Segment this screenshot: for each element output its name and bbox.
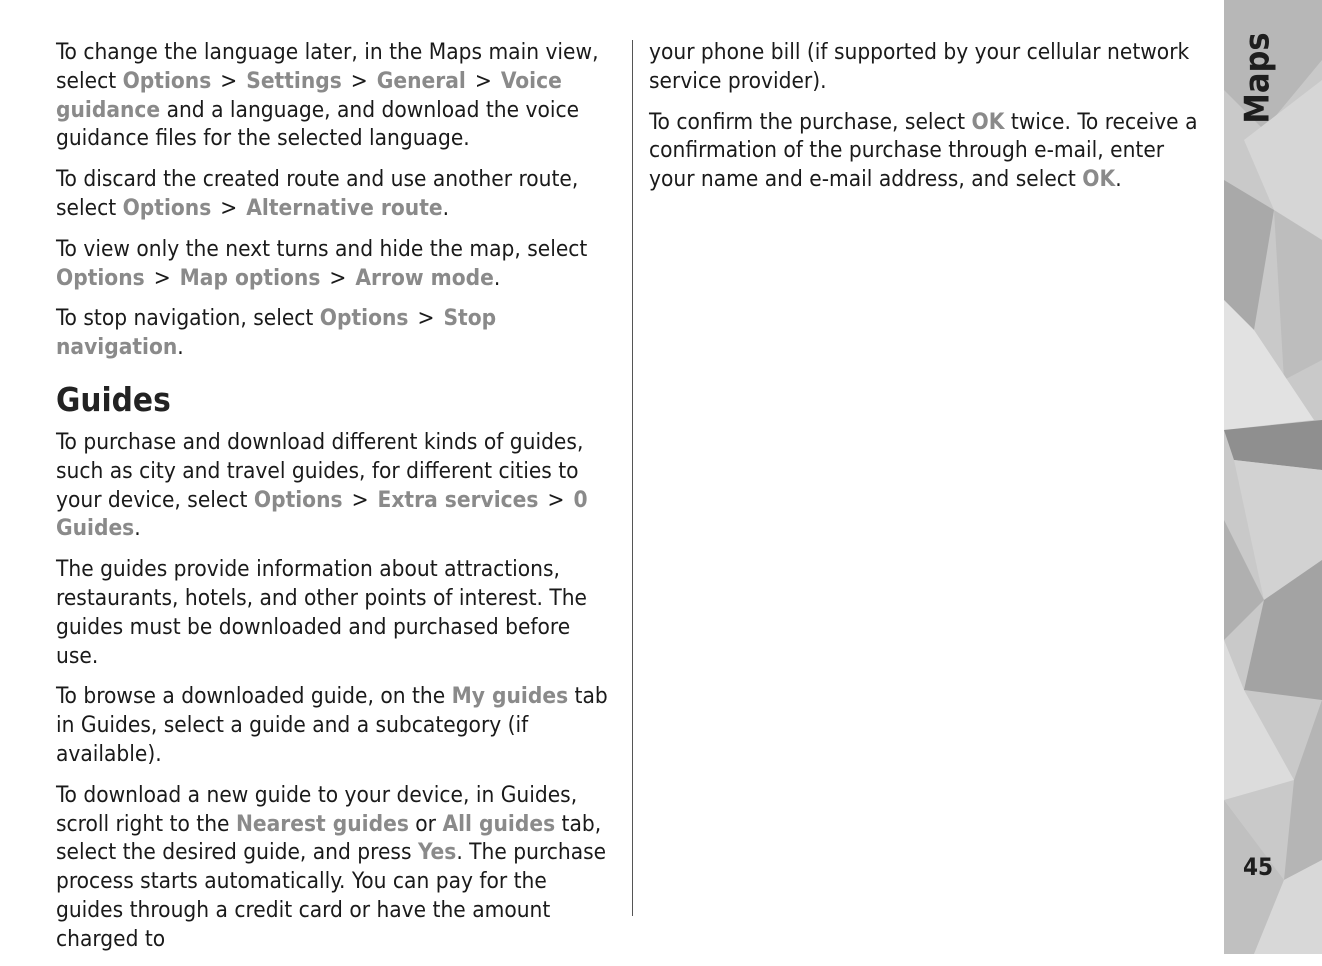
paragraph-phone-bill xyxy=(649,38,1211,96)
paragraph-browse-guide xyxy=(56,682,618,768)
menu-settings: Settings xyxy=(246,67,342,94)
decorative-shards-pattern xyxy=(1224,0,1322,954)
text: tab, select the desired guide, and press xyxy=(56,810,602,866)
menu-separator: > xyxy=(220,194,238,221)
menu-voice-guidance: Voice guidance xyxy=(56,67,562,123)
text: The guides provide information about attractions, restaurants, hotels, and other points of interest. The guides must be downloaded and purchased before use. xyxy=(56,556,588,669)
paragraph-download-guide xyxy=(56,781,618,954)
text: twice. To receive a confirmation of the purchase through e-mail, enter your name and e-mail address, and select xyxy=(649,108,1198,193)
text: . xyxy=(493,264,501,291)
paragraph-guides-info xyxy=(56,555,618,670)
menu-option: Options xyxy=(122,67,212,94)
text: To discard the created route and use another route, select xyxy=(56,166,579,221)
text: tab in Guides, select a guide and a subcategory (if available). xyxy=(56,683,608,767)
menu-alternative-route: Alternative route xyxy=(246,194,443,221)
menu-separator: > xyxy=(329,264,347,291)
tab-all-guides: All guides xyxy=(442,810,556,837)
paragraph-stop-navigation xyxy=(56,304,618,362)
section-heading-guides: Guides xyxy=(56,379,171,419)
text: . xyxy=(1115,166,1122,193)
menu-extra-services: Extra services xyxy=(377,486,539,513)
tab-my-guides: My guides xyxy=(451,683,569,710)
option-ok: OK xyxy=(1082,166,1116,193)
right-column xyxy=(649,38,1211,206)
text: . xyxy=(442,194,450,221)
menu-general: General xyxy=(376,67,466,94)
paragraph-alternative-route xyxy=(56,165,618,223)
chapter-sidebar xyxy=(1224,0,1322,954)
left-column xyxy=(56,38,618,966)
text: or xyxy=(408,810,443,837)
option-ok: OK xyxy=(971,108,1005,135)
column-divider xyxy=(632,40,633,916)
option-yes: Yes xyxy=(417,839,457,866)
menu-guides: 0 Guides xyxy=(56,486,588,542)
menu-option: Options xyxy=(253,486,343,513)
menu-separator: > xyxy=(350,67,368,94)
menu-option: Options xyxy=(319,305,409,332)
text: . The purchase process starts automatically. You can pay for the guides through a credit card or have the amount charged to xyxy=(56,839,607,952)
menu-stop-navigation: Stop navigation xyxy=(56,305,497,361)
page-number: 45 xyxy=(1243,853,1274,881)
text: your phone bill (if supported by your cellular network service provider). xyxy=(649,39,1190,94)
paragraph-arrow-mode xyxy=(56,235,618,293)
text: To purchase and download different kinds of guides, such as city and travel guides, for different cities to your device, select xyxy=(56,428,584,513)
section-title-text: Maps xyxy=(1238,32,1279,124)
paragraph-purchase-guides xyxy=(56,428,618,543)
paragraph-change-language xyxy=(56,38,618,153)
text: To change the language later, in the Maps main view, select xyxy=(56,39,599,94)
paragraph-confirm-purchase xyxy=(649,108,1211,194)
menu-option: Options xyxy=(56,264,145,291)
menu-separator: > xyxy=(547,486,565,513)
section-title-vertical xyxy=(1238,28,1278,128)
menu-separator: > xyxy=(351,486,369,513)
text: . xyxy=(177,334,184,361)
text: To download a new guide to your device, in Guides, scroll right to the xyxy=(56,781,578,837)
text: . xyxy=(134,515,141,542)
menu-map-options: Map options xyxy=(179,264,321,291)
menu-separator: > xyxy=(417,305,435,332)
menu-option: Options xyxy=(122,194,212,221)
menu-separator: > xyxy=(220,67,238,94)
menu-arrow-mode: Arrow mode xyxy=(355,264,494,291)
text: To browse a downloaded guide, on the xyxy=(56,683,452,710)
text: To stop navigation, select xyxy=(56,305,320,332)
tab-nearest-guides: Nearest guides xyxy=(235,810,409,837)
text: and a language, and download the voice guidance files for the selected language. xyxy=(56,96,580,152)
text: To view only the next turns and hide the map, select xyxy=(56,235,588,262)
menu-separator: > xyxy=(474,67,492,94)
menu-separator: > xyxy=(153,264,171,291)
text: To confirm the purchase, select xyxy=(649,108,972,135)
